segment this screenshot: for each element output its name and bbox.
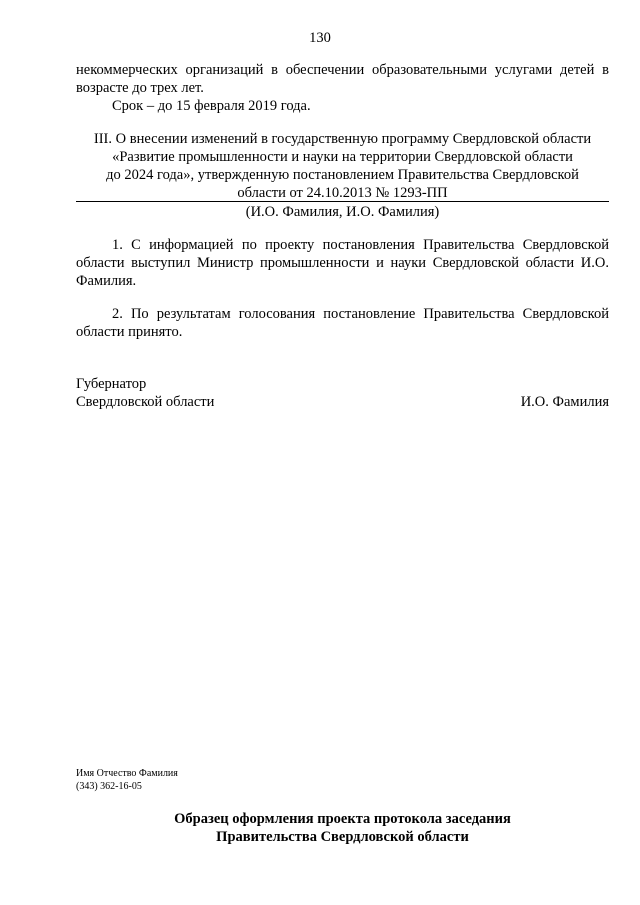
section-heading-line-4: области от 24.10.2013 № 1293-ПП xyxy=(237,185,448,201)
intro-line-2: возрасте до трех лет. xyxy=(76,80,204,96)
signature-position-line-2: Свердловской области xyxy=(76,394,215,410)
footer-title-line-2: Правительства Свердловской области xyxy=(216,829,469,845)
deadline-text: Срок – до 15 февраля 2019 года. xyxy=(112,98,311,114)
executor-block xyxy=(76,768,178,793)
section-heading-line-2: «Развитие промышленности и науки на территории Свердловской области xyxy=(112,149,573,165)
page-number: 130 xyxy=(309,30,331,46)
executor-name: Имя Отчество Фамилия xyxy=(76,768,178,779)
intro-line-1: некоммерческих организаций в обеспечении образовательными услугами детей в xyxy=(76,62,609,78)
signature-block xyxy=(76,375,609,411)
speakers-text: (И.О. Фамилия, И.О. Фамилия) xyxy=(245,204,440,220)
signature-name: И.О. Фамилия xyxy=(520,394,609,410)
intro-paragraph xyxy=(76,61,609,97)
footer-title-line-1: Образец оформления проекта протокола заседания xyxy=(174,811,511,827)
section-heading xyxy=(76,130,609,202)
item-2-paragraph: 2. По результатам голосования постановление Правительства Свердловской области принято. xyxy=(76,306,609,340)
signature-position-line-1: Губернатор xyxy=(76,376,147,392)
executor-phone: (343) 362-16-05 xyxy=(76,780,142,792)
footer-title xyxy=(76,810,609,846)
section-heading-line-3: до 2024 года», утвержденную постановлением Правительства Свердловской xyxy=(106,167,579,183)
section-heading-line-1: III. О внесении изменений в государственную программу Свердловской области xyxy=(93,131,592,147)
item-1-paragraph: 1. С информацией по проекту постановления Правительства Свердловской области выступил Министр промышленности и науки Свердловской области И.О. Фамилия. xyxy=(76,237,609,289)
heading-divider xyxy=(76,201,609,202)
